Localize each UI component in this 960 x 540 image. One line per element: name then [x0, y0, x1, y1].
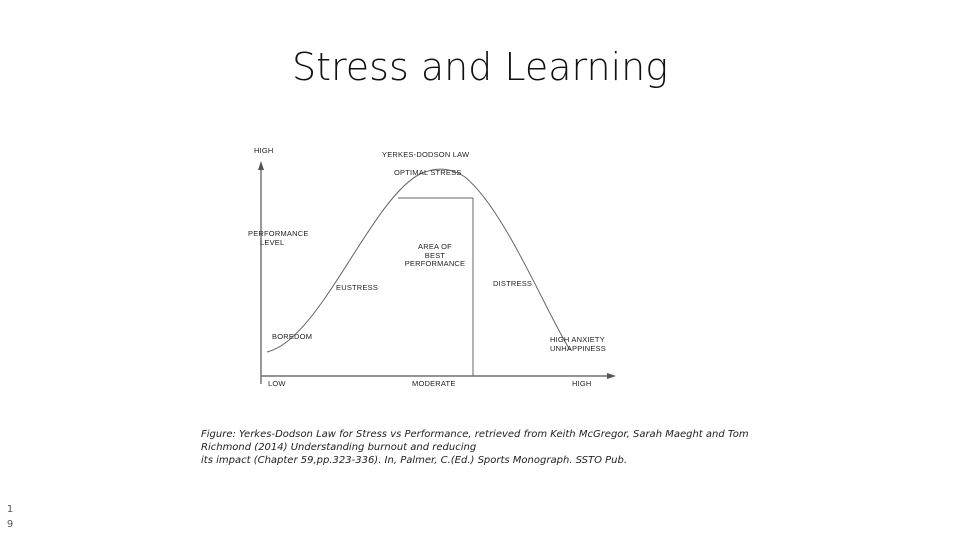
best-area-label [400, 243, 470, 269]
best-area-line3: PERFORMANCE [404, 259, 466, 268]
y-axis-arrow [258, 161, 264, 170]
eustress-label: EUSTRESS [336, 283, 379, 292]
law-title: YERKES-DODSON LAW [382, 150, 470, 159]
y-axis-title [248, 230, 324, 247]
x-axis-low-label: LOW [268, 379, 286, 388]
high-anxiety-label [550, 336, 606, 353]
distress-label: DISTRESS [493, 279, 533, 288]
slide-title: Stress and Learning [291, 45, 669, 89]
y-axis-title-line2: LEVEL [260, 237, 285, 247]
best-area-line1: AREA OF [418, 242, 452, 251]
caption-line1: Figure: Yerkes-Dodson Law for Stress vs Performance, retrieved from Keith McGregor, Sarah Maeght and Tom [201, 429, 749, 440]
best-area-line2: BEST [424, 250, 446, 260]
y-axis-title-line1: PERFORMANCE [248, 229, 309, 238]
caption-line3: its impact (Chapter 59,pp.323-336). In, Palmer, C.(Ed.) Sports Monograph. SSTO Pub. [201, 455, 628, 466]
figure-caption [201, 428, 761, 467]
yerkes-dodson-figure [240, 140, 640, 400]
slide-number: 19 [6, 504, 14, 530]
x-axis-moderate-label: MODERATE [412, 379, 456, 388]
figure-graphic [240, 140, 640, 400]
optimal-stress-label: OPTIMAL STRESS [394, 168, 462, 177]
y-axis-high-label: HIGH [254, 146, 274, 155]
x-axis-arrow [607, 373, 616, 379]
boredom-label: BOREDOM [272, 332, 313, 341]
high-anxiety-line1: HIGH ANXIETY [550, 335, 605, 344]
x-axis-high-label: HIGH [572, 379, 592, 388]
high-anxiety-line2: UNHAPPINESS [550, 343, 606, 353]
caption-line2: Richmond (2014) Understanding burnout and reducing [201, 442, 477, 453]
